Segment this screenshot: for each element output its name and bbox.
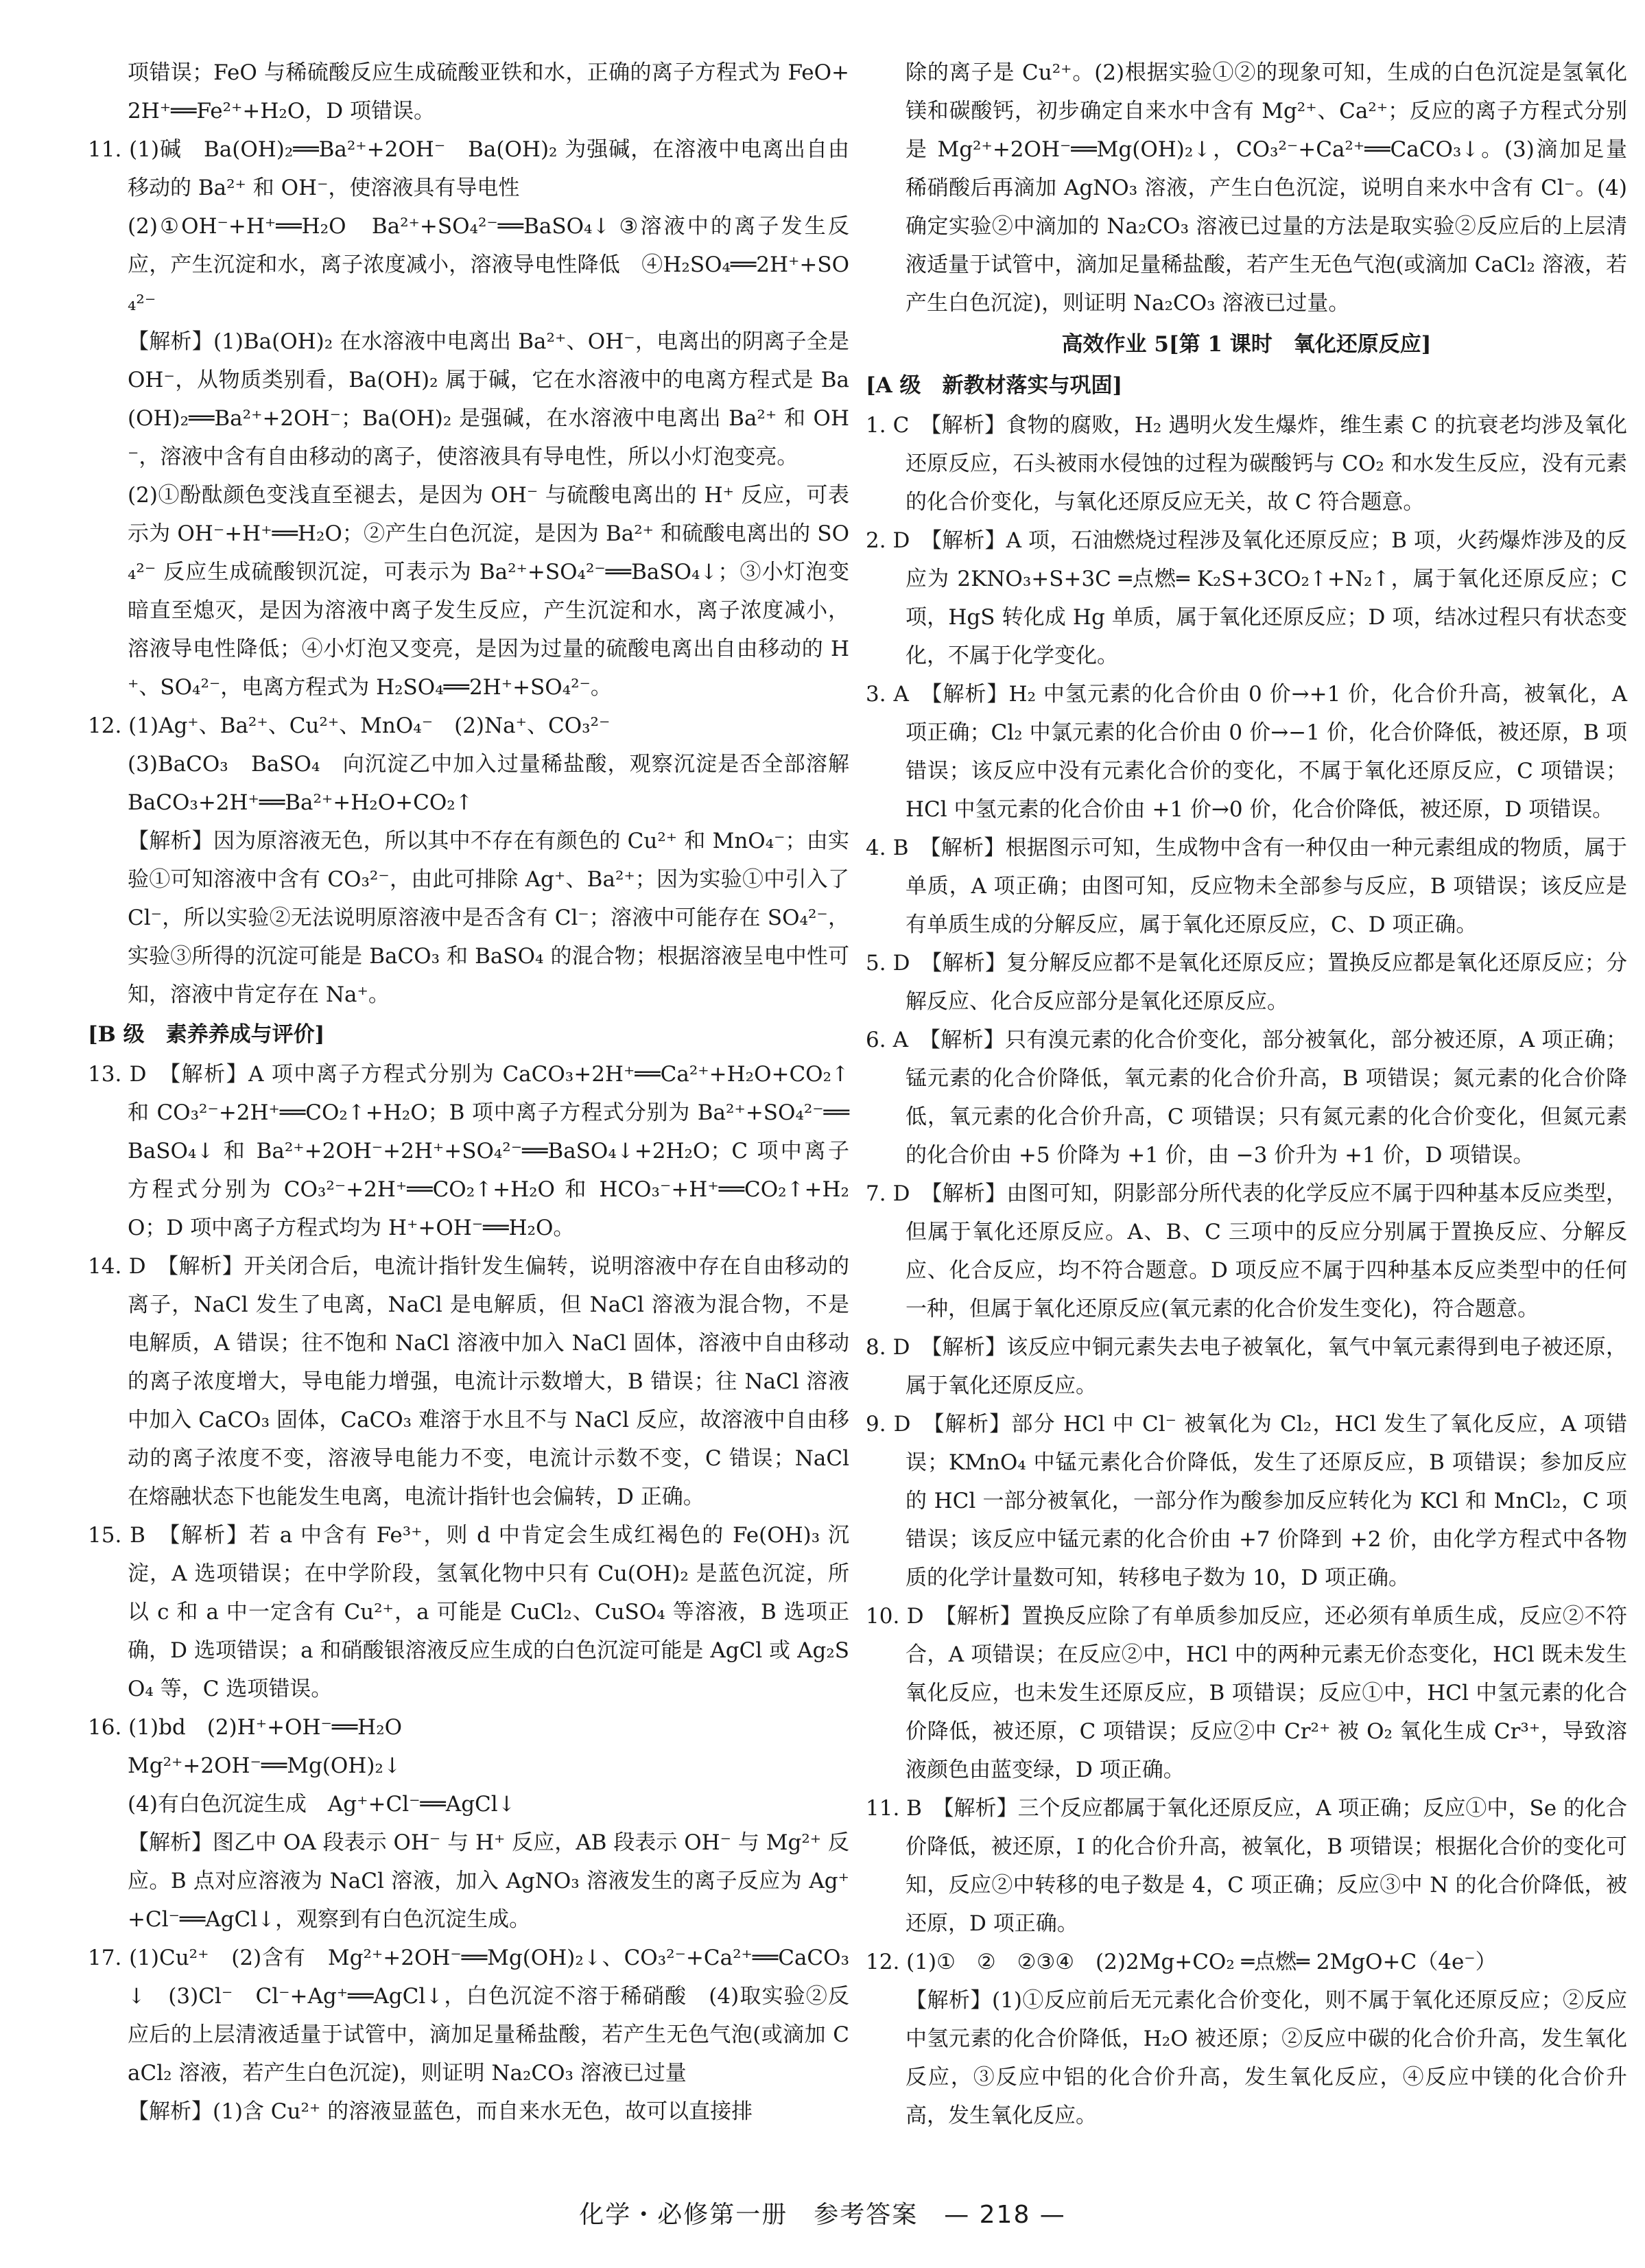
left-sub-paragraph: 【解析】图乙中 OA 段表示 OH⁻ 与 H⁺ 反应，AB 段表示 OH⁻ 与 Mg²⁺ 反应。B 点对应溶液为 NaCl 溶液，加入 AgNO₃ 溶液发生的离子反应为 Ag⁺+Cl⁻══AgCl↓，观察到有白色沉淀生成。 <box>128 1830 849 1932</box>
left-sub-paragraph: (4)有白色沉淀生成 Ag⁺+Cl⁻══AgCl↓ <box>128 1792 516 1817</box>
right-sub-paragraph: 【解析】(1)①反应前后无元素化合价变化，则不属于氧化还原反应；②反应中氢元素的化合价降低，H₂O 被还原；②反应中碳的化合价升高，发生氧化反应，③反应中铝的化合价升高，发生氧化反应，④反应中镁的化合价升高，发生氧化反应。 <box>906 1988 1627 2128</box>
right-item-paragraph: 8. D 【解析】该反应中铜元素失去电子被氧化，氧气中氧元素得到电子被还原，属于氧化还原反应。 <box>866 1335 1627 1398</box>
left-item-paragraph: 16. (1)bd (2)H⁺+OH⁻══H₂O <box>88 1715 403 1740</box>
right-item-paragraph: 7. D 【解析】由图可知，阴影部分所代表的化学反应不属于四种基本反应类型，但属于氧化还原反应。A、B、C 三项中的反应分别属于置换反应、分解反应、化合反应，均不符合题意。D 项反应不属于四种基本反应类型中的任何一种，但属于氧化还原反应(氧元素的化合价发生变化)，符合题意。 <box>866 1181 1627 1321</box>
left-sub-paragraph: 项错误；FeO 与稀硫酸反应生成硫酸亚铁和水，正确的离子方程式为 FeO+2H⁺══Fe²⁺+H₂O，D 项错误。 <box>128 60 849 123</box>
left-item-paragraph: 12. (1)Ag⁺、Ba²⁺、Cu²⁺、MnO₄⁻ (2)Na⁺、CO₃²⁻ <box>88 713 611 738</box>
left-sub-paragraph: Mg²⁺+2OH⁻══Mg(OH)₂↓ <box>128 1753 401 1778</box>
left-item-paragraph: 17. (1)Cu²⁺ (2)含有 Mg²⁺+2OH⁻══Mg(OH)₂↓、CO₃²⁻+Ca²⁺══CaCO₃↓ (3)Cl⁻ Cl⁻+Ag⁺══AgCl↓，白色沉淀不溶于稀硝酸 (4)取实验②反应后的上层清液适量于试管中，滴加足量稀盐酸，若产生无色气泡(或滴加 CaCl₂ 溶液，若产生白色沉淀)，则证明 Na₂CO₃ 溶液已过量 <box>88 1946 849 2086</box>
right-sub-paragraph: 除的离子是 Cu²⁺。(2)根据实验①②的现象可知，生成的白色沉淀是氢氧化镁和碳酸钙，初步确定自来水中含有 Mg²⁺、Ca²⁺；反应的离子方程式分别是 Mg²⁺+2OH⁻══Mg(OH)₂↓，CO₃²⁻+Ca²⁺══CaCO₃↓。(3)滴加足量稀硝酸后再滴加 AgNO₃ 溶液，产生白色沉淀，说明自来水中含有 Cl⁻。(4)确定实验②中滴加的 Na₂CO₃ 溶液已过量的方法是取实验②反应后的上层清液适量于试管中，滴加足量稀盐酸，若产生无色气泡(或滴加 CaCl₂ 溶液，若产生白色沉淀)，则证明 Na₂CO₃ 溶液已过量。 <box>906 60 1627 316</box>
left-sub-paragraph: (2)①酚酞颜色变浅直至褪去，是因为 OH⁻ 与硫酸电离出的 H⁺ 反应，可表示为 OH⁻+H⁺══H₂O；②产生白色沉淀，是因为 Ba²⁺ 和硫酸电离出的 SO₄²⁻ 反应生成硫酸钡沉淀，可表示为 Ba²⁺+SO₄²⁻══BaSO₄↓；③小灯泡变暗直至熄灭，是因为溶液中离子发生反应，产生沉淀和水，离子浓度减小，溶液导电性降低；④小灯泡又变亮，是因为过量的硫酸电离出自由移动的 H⁺、SO₄²⁻，电离方程式为 H₂SO₄══2H⁺+SO₄²⁻。 <box>128 483 849 700</box>
right-item-paragraph: 6. A 【解析】只有溴元素的化合价变化，部分被氧化，部分被还原，A 项正确；锰元素的化合价降低，氧元素的化合价升高，B 项错误；氮元素的化合价降低，氧元素的化合价升高，C 项错误；只有氮元素的化合价变化，但氮元素的化合价由 +5 价降为 +1 价，由 −3 价升为 +1 价，D 项错误。 <box>866 1028 1627 1168</box>
left-item-paragraph: 14. D 【解析】开关闭合后，电流计指针发生偏转，说明溶液中存在自由移动的离子，NaCl 发生了电离，NaCl 是电解质，但 NaCl 溶液为混合物，不是电解质，A 错误；往不饱和 NaCl 溶液中加入 NaCl 固体，溶液中自由移动的离子浓度增大，导电能力增强，电流计示数增大，B 错误；往 NaCl 溶液中加入 CaCO₃ 固体，CaCO₃ 难溶于水且不与 NaCl 反应，故溶液中自由移动的离子浓度不变，溶液导电能力不变，电流计示数不变，C 错误；NaCl 在熔融状态下也能发生电离，电流计指针也会偏转，D 正确。 <box>88 1254 849 1509</box>
left-item-paragraph: 13. D 【解析】A 项中离子方程式分别为 CaCO₃+2H⁺══Ca²⁺+H₂O+CO₂↑ 和 CO₃²⁻+2H⁺══CO₂↑+H₂O；B 项中离子方程式分别为 Ba²⁺+SO₄²⁻══BaSO₄↓ 和 Ba²⁺+2OH⁻+2H⁺+SO₄²⁻══BaSO₄↓+2H₂O；C 项中离子方程式分别为 CO₃²⁻+2H⁺══CO₂↑+H₂O 和 HCO₃⁻+H⁺══CO₂↑+H₂O；D 项中离子方程式均为 H⁺+OH⁻══H₂O。 <box>88 1062 849 1240</box>
left-sub-paragraph: (2)①OH⁻+H⁺══H₂O Ba²⁺+SO₄²⁻══BaSO₄↓ ③溶液中的离子发生反应，产生沉淀和水，离子浓度减小，溶液导电性降低 ④H₂SO₄══2H⁺+SO₄²⁻ <box>128 214 849 316</box>
right-column <box>866 54 1627 2173</box>
right-sec-paragraph: [A 级 新教材落实与巩固] <box>866 373 1123 398</box>
left-item-paragraph: 11. (1)碱 Ba(OH)₂══Ba²⁺+2OH⁻ Ba(OH)₂ 为强碱，在溶液中电离出自由移动的 Ba²⁺ 和 OH⁻，使溶液具有导电性 <box>88 137 849 200</box>
right-item-paragraph: 11. B 【解析】三个反应都属于氧化还原反应，A 项正确；反应①中，Se 的化合价降低，被还原，I 的化合价升高，被氧化，B 项错误；根据化合价的变化可知，反应②中转移的电子数是 4，C 项正确；反应③中 N 的化合价降低，被还原，D 项正确。 <box>866 1796 1627 1936</box>
right-item-paragraph: 5. D 【解析】复分解反应都不是氧化还原反应；置换反应都是氧化还原反应；分解反应、化合反应部分是氧化还原反应。 <box>866 951 1627 1014</box>
right-item-paragraph: 9. D 【解析】部分 HCl 中 Cl⁻ 被氧化为 Cl₂，HCl 发生了氧化反应，A 项错误；KMnO₄ 中锰元素化合价降低，发生了还原反应，B 项错误；参加反应的 HCl 一部分被氧化，一部分作为酸参加反应转化为 KCl 和 MnCl₂，C 项错误；该反应中锰元素的化合价由 +7 价降到 +2 价，由化学方程式中各物质的化学计量数可知，转移电子数为 10，D 项正确。 <box>866 1412 1627 1590</box>
left-sub-paragraph: 【解析】(1)Ba(OH)₂ 在水溶液中电离出 Ba²⁺、OH⁻，电离出的阴离子全是 OH⁻，从物质类别看，Ba(OH)₂ 属于碱，它在水溶液中的电离方程式是 Ba(OH)₂══Ba²⁺+2OH⁻；Ba(OH)₂ 是强碱，在水溶液中电离出 Ba²⁺ 和 OH⁻，溶液中含有自由移动的离子，使溶液具有导电性，所以小灯泡变亮。 <box>128 329 849 469</box>
left-sec-paragraph: [B 级 素养养成与评价] <box>88 1022 325 1047</box>
left-sub-paragraph: (3)BaCO₃ BaSO₄ 向沉淀乙中加入过量稀盐酸，观察沉淀是否全部溶解 BaCO₃+2H⁺══Ba²⁺+H₂O+CO₂↑ <box>128 752 871 815</box>
right-item-paragraph: 3. A 【解析】H₂ 中氢元素的化合价由 0 价→+1 价，化合价升高，被氧化，A 项正确；Cl₂ 中氯元素的化合价由 0 价→−1 价，化合价降低，被还原，B 项错误；该反应中没有元素化合价的变化，不属于氧化还原反应，C 项错误；HCl 中氢元素的化合价由 +1 价→0 价，化合价降低，被还原，D 项错误。 <box>866 682 1627 822</box>
right-title-paragraph: 高效作业 5[第 1 课时 氧化还原反应] <box>1061 332 1432 357</box>
right-item-paragraph: 2. D 【解析】A 项，石油燃烧过程涉及氧化还原反应；B 项，火药爆炸涉及的反应为 2KNO₃+S+3C ═点燃═ K₂S+3CO₂↑+N₂↑，属于氧化还原反应；C 项，HgS 转化成 Hg 单质，属于氧化还原反应；D 项，结冰过程只有状态变化，不属于化学变化。 <box>866 528 1627 668</box>
right-item-paragraph: 4. B 【解析】根据图示可知，生成物中含有一种仅由一种元素组成的物质，属于单质，A 项正确；由图可知，反应物未全部参与反应，B 项错误；该反应是有单质生成的分解反应，属于氧化还原反应，C、D 项正确。 <box>866 836 1627 937</box>
left-column <box>88 54 871 2173</box>
left-item-paragraph: 15. B 【解析】若 a 中含有 Fe³⁺，则 d 中肯定会生成红褐色的 Fe(OH)₃ 沉淀，A 选项错误；在中学阶段，氢氧化物中只有 Cu(OH)₂ 是蓝色沉淀，所以 c 和 a 中一定含有 Cu²⁺，a 可能是 CuCl₂、CuSO₄ 等溶液，B 选项正确，D 选项错误；a 和硝酸银溶液反应生成的白色沉淀可能是 AgCl 或 Ag₂SO₄ 等，C 选项错误。 <box>88 1523 849 1701</box>
left-sub-paragraph: 【解析】(1)含 Cu²⁺ 的溶液显蓝色，而自来水无色，故可以直接排 <box>128 2099 753 2124</box>
right-item-paragraph: 1. C 【解析】食物的腐败，H₂ 遇明火发生爆炸，维生素 C 的抗衰老均涉及氧化还原反应，石头被雨水侵蚀的过程为碳酸钙与 CO₂ 和水发生反应，没有元素的化合价变化，与氧化还原反应无关，故 C 符合题意。 <box>866 413 1627 515</box>
left-sub-paragraph: 【解析】因为原溶液无色，所以其中不存在有颜色的 Cu²⁺ 和 MnO₄⁻；由实验①可知溶液中含有 CO₃²⁻，由此可排除 Ag⁺、Ba²⁺；因为实验①中引入了 Cl⁻，所以实验②无法说明原溶液中是否含有 Cl⁻；溶液中可能存在 SO₄²⁻，实验③所得的沉淀可能是 BaCO₃ 和 BaSO₄ 的混合物；根据溶液呈电中性可知，溶液中肯定存在 Na⁺。 <box>128 829 850 1007</box>
right-item-paragraph: 10. D 【解析】置换反应除了有单质参加反应，还必须有单质生成，反应②不符合，A 项错误；在反应②中，HCl 中的两种元素无价态变化，HCl 既未发生氧化反应，也未发生还原反应，B 项错误；反应①中，HCl 中氢元素的化合价降低，被还原，C 项错误；反应②中 Cr²⁺ 被 O₂ 氧化生成 Cr³⁺，导致溶液颜色由蓝变绿，D 项正确。 <box>866 1604 1627 1782</box>
page-footer: 化学・必修第一册 参考答案 — 218 — <box>579 2201 1066 2229</box>
right-item-paragraph: 12. (1)① ② ②③④ (2)2Mg+CO₂ ═点燃═ 2MgO+C（4e⁻） <box>866 1950 1497 1974</box>
